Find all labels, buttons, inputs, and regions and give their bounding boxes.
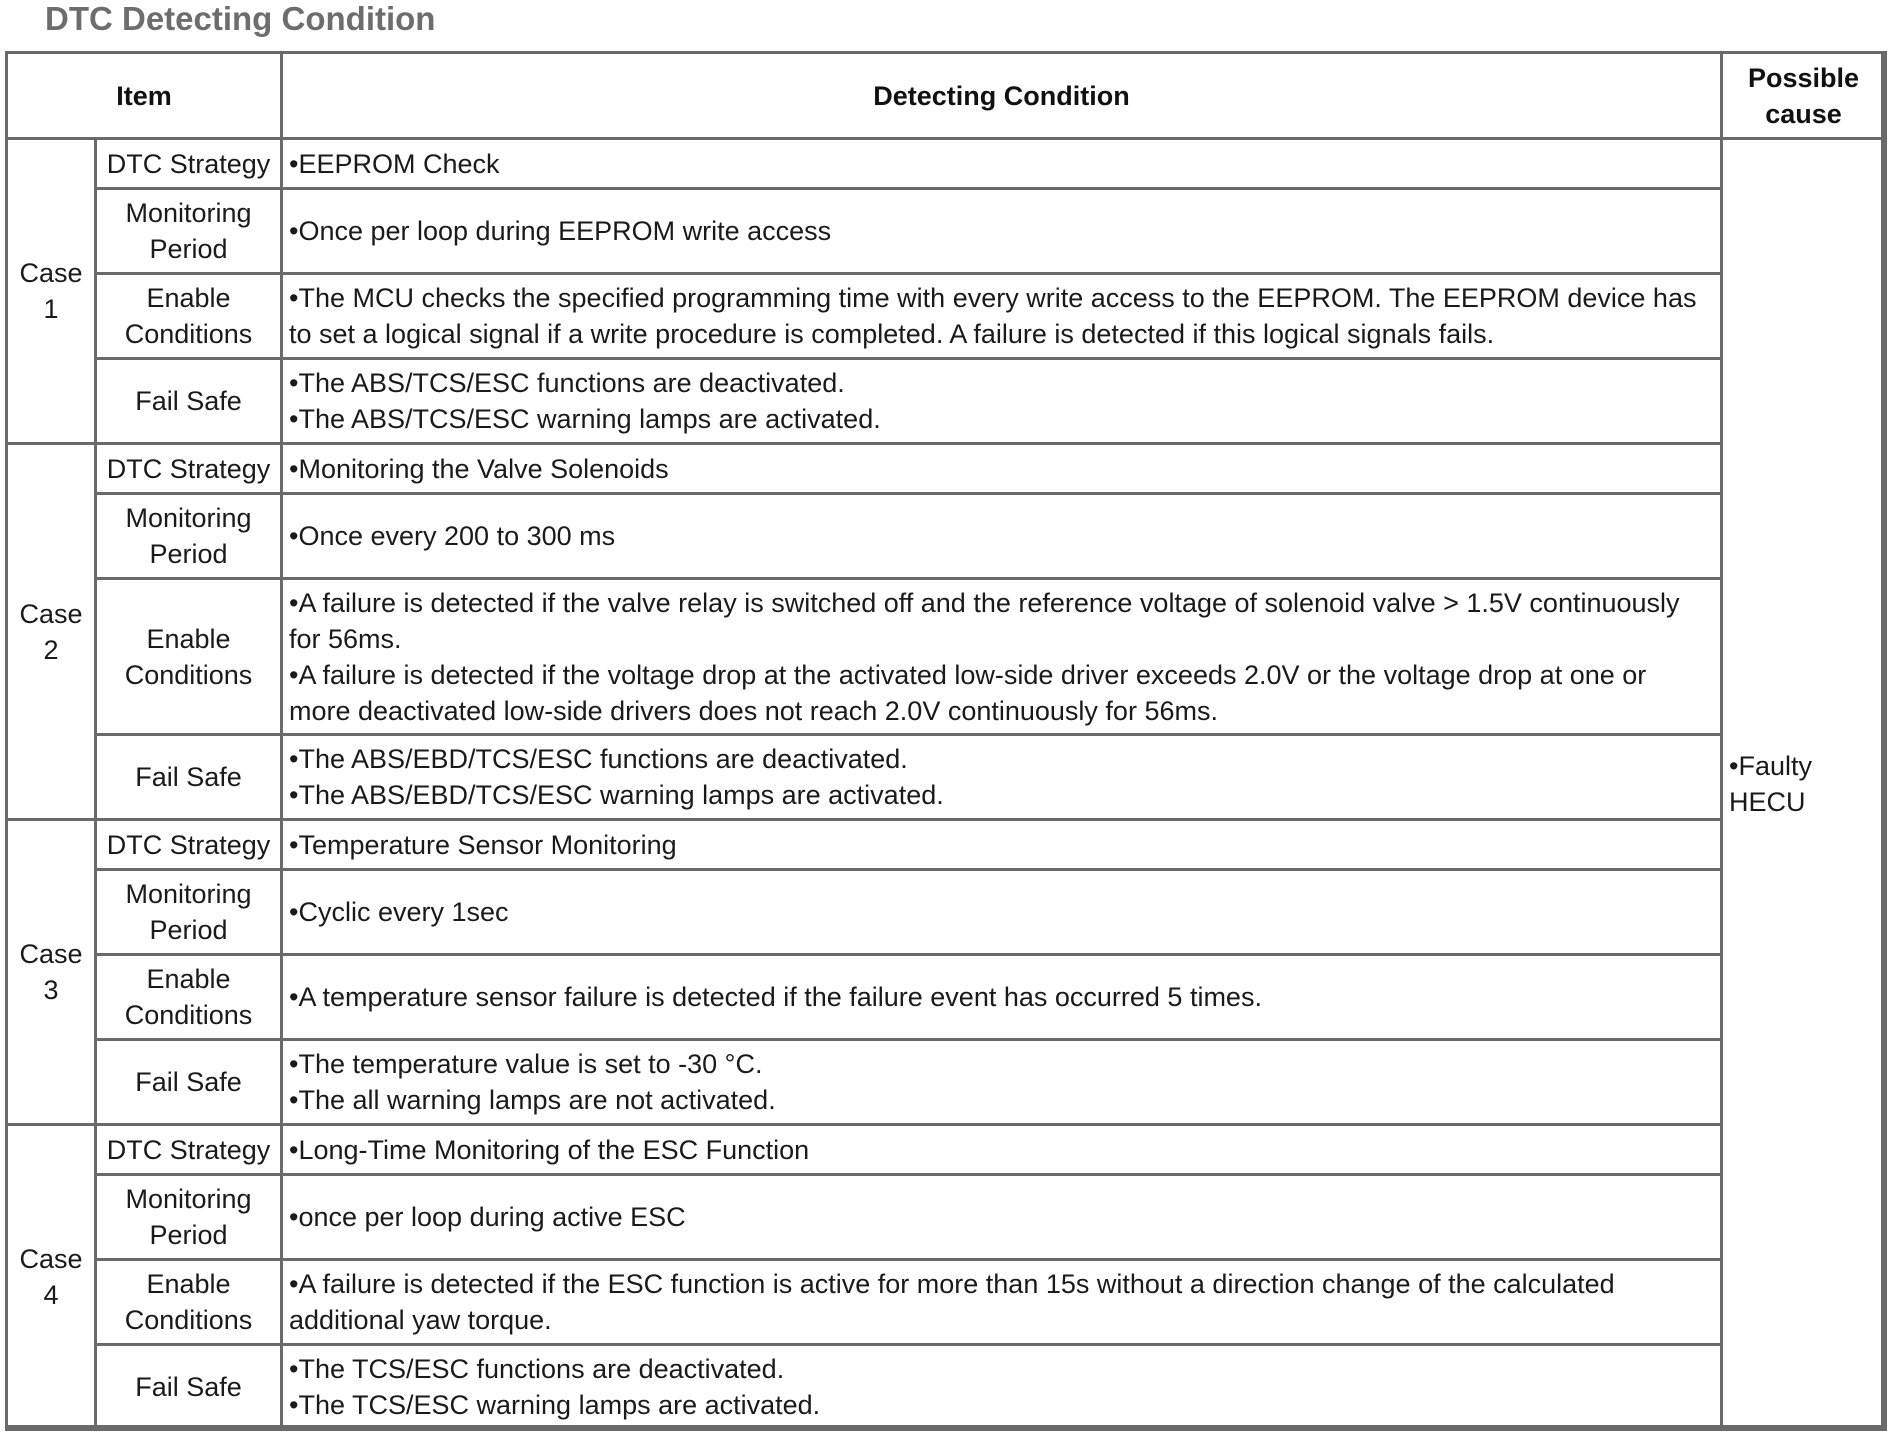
condition-bullet: • The ABS/TCS/ESC warning lamps are activated. — [289, 401, 1714, 437]
condition-bullet: • The temperature value is set to -30 °C. — [289, 1046, 1714, 1082]
table-outer-border — [5, 51, 1884, 1428]
item-label-line: DTC Strategy — [106, 1134, 271, 1165]
case-label-line: 1 — [43, 294, 59, 324]
item-label-line: Monitoring — [125, 1184, 252, 1214]
condition-bullet: • A failure is detected if the voltage drop at the activated low-side driver exceeds 2.0V or the voltage drop at one or more deactivated low-side drivers does not reach 2.0V continuously for 56ms. — [289, 657, 1714, 729]
item-label-line: Enable — [146, 1269, 231, 1299]
item-label-line: Period — [149, 234, 228, 264]
item-label-line: Conditions — [124, 659, 253, 690]
item-label-line: Fail Safe — [135, 1372, 242, 1402]
item-label-line: Fail Safe — [135, 762, 242, 792]
condition-bullet: • EEPROM Check — [289, 146, 1714, 182]
case-label-line: Case — [19, 598, 83, 629]
item-label-line: Period — [149, 539, 228, 569]
condition-bullet: • Cyclic every 1sec — [289, 894, 1714, 930]
item-label-line: Enable — [146, 283, 231, 313]
item-label-line: Fail Safe — [135, 1067, 242, 1097]
item-label-line: DTC Strategy — [106, 829, 271, 860]
header-item: Item — [7, 53, 282, 139]
item-label-line: Monitoring — [125, 198, 252, 228]
item-label-line: Monitoring — [125, 503, 252, 533]
condition-bullet: • The MCU checks the specified programming time with every write access to the EEPROM. The EEPROM device has to set a logical signal if a write procedure is completed. A failure is detected if this logical signals fails. — [289, 280, 1714, 352]
condition-bullet: • The ABS/TCS/ESC functions are deactivated. — [289, 365, 1714, 401]
item-label-line: Period — [149, 1220, 228, 1250]
condition-bullet: • A failure is detected if the ESC function is active for more than 15s without a direction change of the calculated additional yaw torque. — [289, 1266, 1714, 1338]
case-label-line: Case — [19, 1244, 83, 1274]
possible-cause-line: • Faulty — [1729, 748, 1878, 784]
condition-bullet: • A failure is detected if the valve relay is switched off and the reference voltage of solenoid valve > 1.5V continuously for 56ms. — [289, 585, 1714, 657]
item-label-line: Enable — [146, 623, 231, 654]
item-label-line: Period — [149, 915, 228, 945]
header-cause-line: cause — [1765, 98, 1842, 129]
condition-bullet: • The all warning lamps are not activated. — [289, 1082, 1714, 1118]
item-label-line: Fail Safe — [135, 386, 242, 416]
item-label-line: Enable — [146, 964, 231, 994]
case-label-line: Case — [19, 939, 83, 969]
condition-bullet: • The ABS/EBD/TCS/ESC functions are deactivated. — [289, 741, 1714, 777]
item-label-line: DTC Strategy — [106, 148, 271, 179]
condition-bullet: • A temperature sensor failure is detected if the failure event has occurred 5 times. — [289, 979, 1714, 1015]
condition-bullet: • once per loop during active ESC — [289, 1199, 1714, 1235]
condition-bullet: • Long-Time Monitoring of the ESC Function — [289, 1132, 1714, 1168]
item-label-line: Conditions — [124, 1305, 253, 1335]
case-label-line: Case — [19, 258, 83, 288]
header-cause-line: Possible — [1747, 62, 1860, 93]
document-title: DTC Detecting Condition — [45, 0, 436, 37]
condition-bullet: • Temperature Sensor Monitoring — [289, 827, 1714, 863]
item-label-line: Conditions — [124, 319, 253, 349]
condition-bullet: • Once every 200 to 300 ms — [289, 518, 1714, 554]
condition-bullet: • The TCS/ESC functions are deactivated. — [289, 1351, 1714, 1387]
condition-bullet: • Once per loop during EEPROM write access — [289, 213, 1714, 249]
item-label-line: Monitoring — [125, 879, 252, 909]
item-label-line: Conditions — [124, 1000, 253, 1030]
case-label-line: 4 — [43, 1280, 59, 1310]
possible-cause-line: HECU — [1729, 787, 1806, 817]
header-detecting-condition: Detecting Condition — [282, 53, 1722, 139]
condition-bullet: • The ABS/EBD/TCS/ESC warning lamps are activated. — [289, 777, 1714, 813]
item-label-line: DTC Strategy — [106, 453, 271, 484]
case-label-line: 2 — [43, 634, 59, 665]
case-label-line: 3 — [43, 975, 59, 1005]
condition-bullet: • Monitoring the Valve Solenoids — [289, 451, 1714, 487]
condition-bullet: • The TCS/ESC warning lamps are activated. — [289, 1387, 1714, 1423]
